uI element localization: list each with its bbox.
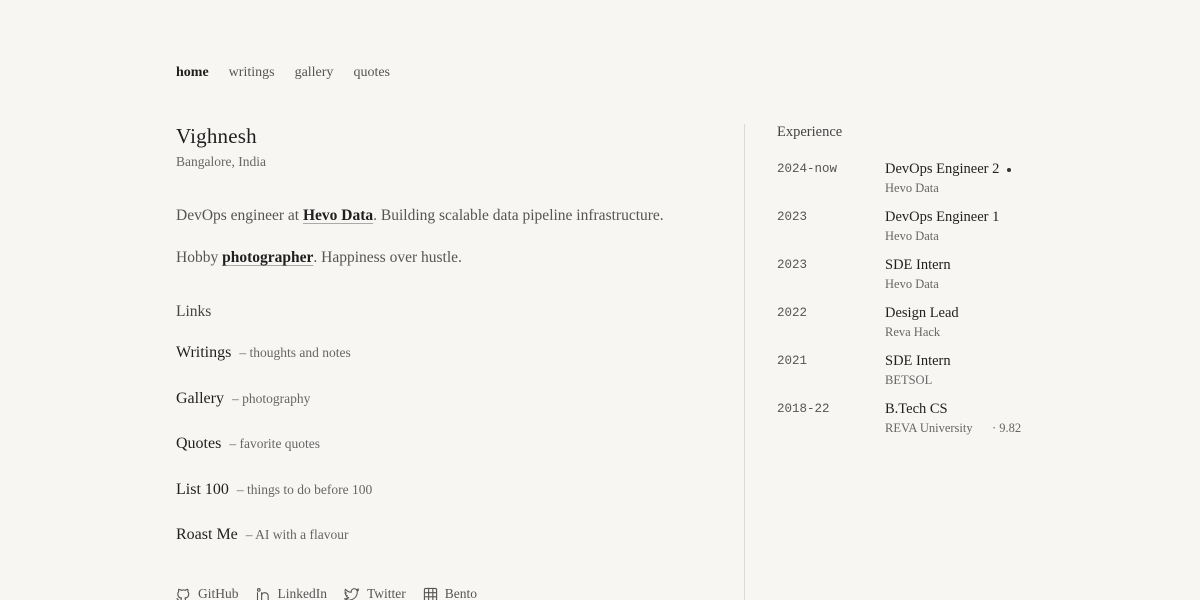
social-github[interactable]	[176, 586, 239, 600]
experience-year: 2018-22	[777, 402, 830, 416]
experience-heading: Experience	[777, 124, 843, 140]
role-text: DevOps Engineer 2	[885, 161, 1000, 177]
social-label: Twitter	[367, 586, 406, 600]
bio-text: DevOps engineer at	[176, 207, 303, 224]
bio-text: . Happiness over hustle.	[313, 249, 462, 266]
link-title[interactable]: Roast Me	[176, 526, 238, 543]
bio-line-work	[176, 206, 664, 226]
top-nav	[176, 64, 410, 82]
bio-line-hobby	[176, 248, 462, 268]
experience-role: SDE Intern	[885, 353, 951, 369]
hevo-data-link[interactable]: Hevo Data	[302, 207, 374, 224]
profile-location: Bangalore, India	[176, 154, 266, 169]
social-links	[176, 586, 494, 600]
social-label: Bento	[444, 586, 478, 600]
intro-section	[176, 122, 716, 543]
experience-org: Hevo Data	[885, 277, 939, 291]
link-description: – AI with a flavour	[245, 527, 349, 542]
social-bento[interactable]	[423, 586, 477, 600]
link-description: – favorite quotes	[229, 436, 321, 451]
link-title[interactable]: Writings	[176, 344, 232, 361]
nav-quotes[interactable]: quotes	[353, 65, 390, 80]
current-indicator-dot	[1007, 168, 1011, 172]
link-writings[interactable]	[176, 343, 351, 363]
social-linkedin[interactable]	[256, 586, 328, 600]
experience-org: BETSOL	[885, 373, 933, 387]
link-title[interactable]: Quotes	[176, 435, 222, 452]
experience-year: 2022	[777, 306, 808, 320]
experience-org: Hevo Data	[885, 229, 939, 243]
social-label: LinkedIn	[277, 586, 327, 600]
link-list-100[interactable]	[176, 480, 372, 500]
nav-writings[interactable]: writings	[228, 65, 275, 80]
social-label: GitHub	[198, 586, 239, 600]
link-description: – photography	[231, 391, 311, 406]
profile-name: Vighnesh	[176, 124, 257, 148]
experience-gpa: · 9.82	[992, 421, 1022, 435]
nav-gallery[interactable]: gallery	[294, 65, 334, 80]
link-title[interactable]: List 100	[176, 481, 229, 498]
twitter-icon	[344, 587, 360, 600]
experience-section	[777, 122, 1077, 435]
experience-year: 2024-now	[777, 162, 838, 176]
experience-org: REVA University	[885, 421, 973, 435]
nav-home[interactable]: home	[176, 65, 209, 80]
experience-role: DevOps Engineer 1	[885, 209, 1000, 225]
link-description: – things to do before 100	[236, 482, 373, 497]
experience-role	[885, 160, 1011, 178]
experience-role: Design Lead	[885, 305, 959, 321]
linkedin-icon	[256, 587, 271, 600]
link-title[interactable]: Gallery	[176, 390, 224, 407]
experience-role: B.Tech CS	[885, 401, 948, 417]
github-icon	[176, 587, 191, 600]
experience-year: 2021	[777, 354, 808, 368]
link-gallery[interactable]	[176, 389, 310, 409]
grid-icon	[423, 587, 438, 600]
social-twitter[interactable]	[344, 586, 406, 600]
experience-org: Reva Hack	[885, 325, 941, 339]
bio-text: Hobby	[176, 249, 223, 266]
experience-year: 2023	[777, 210, 808, 224]
experience-role: SDE Intern	[885, 257, 951, 273]
link-description: – thoughts and notes	[239, 345, 351, 360]
link-roast-me[interactable]	[176, 525, 349, 545]
experience-org: Hevo Data	[885, 181, 939, 195]
column-divider	[744, 124, 745, 600]
photographer-link[interactable]: photographer	[222, 249, 314, 266]
bio-text: . Building scalable data pipeline infrastructure.	[373, 207, 664, 224]
experience-year: 2023	[777, 258, 808, 272]
link-quotes[interactable]	[176, 434, 320, 454]
links-heading: Links	[176, 303, 212, 320]
